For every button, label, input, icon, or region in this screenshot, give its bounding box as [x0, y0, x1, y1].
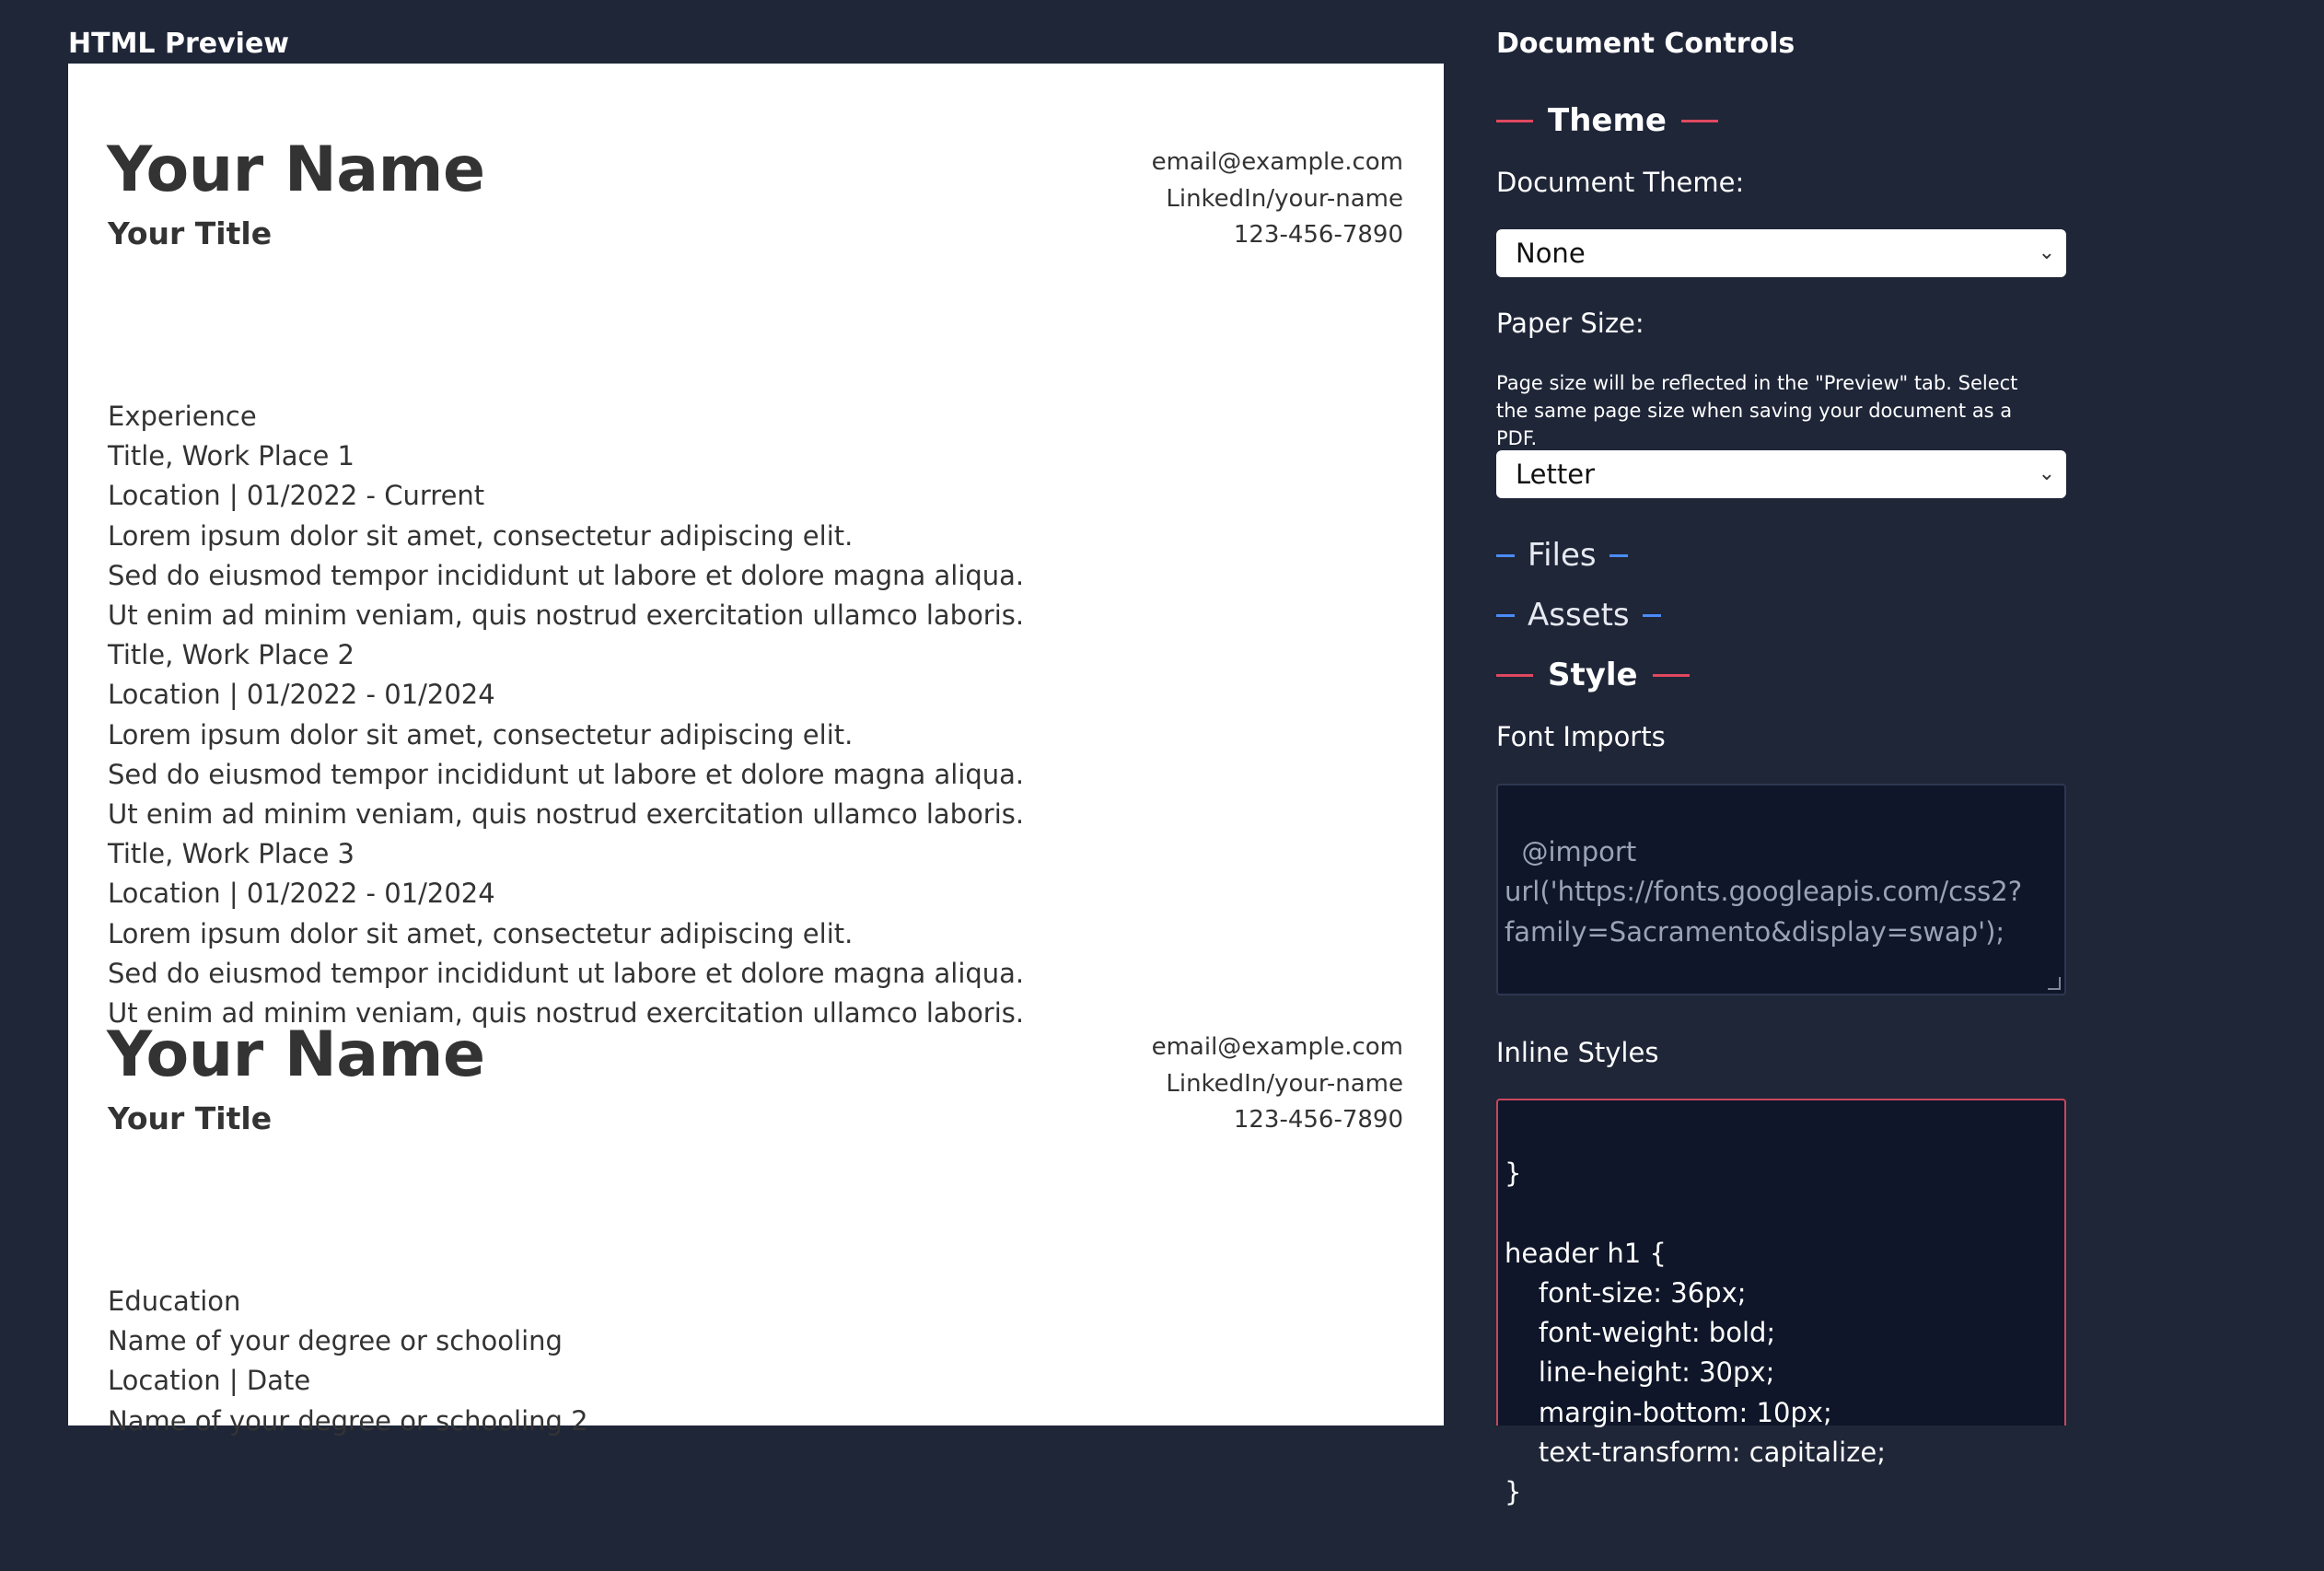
- contact-email: email@example.com: [1151, 148, 1403, 176]
- text-line: Name of your degree or schooling 2: [108, 1404, 588, 1437]
- dash-right: [1643, 614, 1661, 617]
- dash-left: [1496, 120, 1533, 122]
- font-imports-placeholder: @import url('https://fonts.googleapis.com/css2?family=Sacramento&display=swap');: [1505, 836, 2023, 948]
- section-heading: Education: [108, 1286, 241, 1317]
- resize-handle-icon[interactable]: [2048, 977, 2061, 990]
- paper-size-label: Paper Size:: [1496, 308, 1644, 339]
- contact-phone: 123-456-7890: [1233, 221, 1403, 249]
- assets-section-toggle[interactable]: [1496, 594, 1661, 636]
- dash-right: [1681, 120, 1718, 122]
- paper-size-hint: Page size will be reflected in the "Preview" tab. Select the same page size when saving your document as a PDF.: [1496, 372, 2018, 449]
- preview-label: HTML Preview: [68, 28, 290, 60]
- text-line: Title, Work Place 2: [108, 639, 355, 671]
- dash-left: [1496, 614, 1515, 617]
- chevron-down-icon: ⌄: [2038, 241, 2055, 264]
- inline-styles-textarea[interactable]: [1496, 1099, 2066, 1508]
- theme-section-label: Theme: [1548, 102, 1667, 139]
- theme-section-toggle[interactable]: [1496, 99, 1718, 142]
- text-line: Ut enim ad minim veniam, quis nostrud exercitation ullamco laboris.: [108, 997, 1025, 1030]
- text-line: Ut enim ad minim veniam, quis nostrud exercitation ullamco laboris.: [108, 599, 1025, 632]
- resume-header: [68, 64, 1444, 251]
- text-line: Lorem ipsum dolor sit amet, consectetur adipiscing elit.: [108, 718, 854, 751]
- text-line: Sed do eiusmod tempor incididunt ut labore et dolore magna aliqua.: [108, 758, 1025, 790]
- controls-title: Document Controls: [1496, 28, 1795, 60]
- text-line: Title, Work Place 3: [108, 838, 355, 870]
- resume-name: Your Name: [107, 134, 485, 206]
- inline-styles-label: Inline Styles: [1496, 1037, 1659, 1068]
- page-2: [68, 1018, 1444, 1571]
- contact-phone: 123-456-7890: [1233, 1106, 1403, 1134]
- text-line: Name of your degree or schooling: [108, 1325, 563, 1357]
- text-line: Location | Date: [108, 1365, 311, 1397]
- text-line: Ut enim ad minim veniam, quis nostrud exercitation ullamco laboris.: [108, 798, 1025, 831]
- contact-email: email@example.com: [1151, 1033, 1403, 1061]
- text-line: Sed do eiusmod tempor incididunt ut labore et dolore magna aliqua.: [108, 957, 1025, 989]
- text-line: Location | 01/2022 - 01/2024: [108, 679, 495, 711]
- files-section-toggle[interactable]: [1496, 534, 1628, 576]
- dash-right: [1609, 554, 1628, 557]
- text-line: Location | 01/2022 - 01/2024: [108, 878, 495, 910]
- files-section-label: Files: [1528, 537, 1597, 574]
- text-line: Lorem ipsum dolor sit amet, consectetur adipiscing elit.: [108, 519, 854, 552]
- resume-name: Your Name: [107, 1018, 485, 1091]
- document-theme-label: Document Theme:: [1496, 167, 1745, 198]
- dash-right: [1653, 674, 1690, 677]
- document-theme-value: None: [1516, 238, 1586, 269]
- education-section: [108, 1282, 588, 1441]
- dash-left: [1496, 674, 1533, 677]
- paper-size-select[interactable]: [1496, 450, 2066, 498]
- chevron-down-icon: ⌄: [2038, 462, 2055, 485]
- assets-section-label: Assets: [1528, 597, 1630, 634]
- contact-block: [1152, 1030, 1403, 1139]
- section-heading: Experience: [108, 401, 257, 432]
- document-theme-select[interactable]: [1496, 229, 2066, 277]
- text-line: Sed do eiusmod tempor incididunt ut labore et dolore magna aliqua.: [108, 559, 1025, 591]
- experience-section: [108, 397, 1024, 1033]
- resume-header: [68, 1018, 1444, 1203]
- font-imports-label: Font Imports: [1496, 721, 1666, 752]
- document-preview: [68, 64, 1444, 1437]
- paper-size-value: Letter: [1516, 459, 1595, 490]
- dash-left: [1496, 554, 1515, 557]
- contact-linkedin: LinkedIn/your-name: [1166, 1069, 1403, 1098]
- text-line: Location | 01/2022 - Current: [108, 480, 485, 512]
- resume-title: Your Title: [108, 1100, 273, 1136]
- resume-title: Your Title: [108, 215, 273, 251]
- contact-linkedin: LinkedIn/your-name: [1166, 184, 1403, 213]
- text-line: Title, Work Place 1: [108, 440, 355, 472]
- text-line: Lorem ipsum dolor sit amet, consectetur adipiscing elit.: [108, 917, 854, 949]
- contact-block: [1152, 145, 1403, 254]
- font-imports-textarea[interactable]: [1496, 784, 2066, 995]
- style-section-toggle[interactable]: [1496, 654, 1690, 696]
- style-section-label: Style: [1548, 657, 1638, 693]
- inline-styles-code: } header h1 { font-size: 36px; font-weight: bold; line-height: 30px; margin-bottom: 10px; text-transform: capitalize; }: [1505, 1158, 1887, 1508]
